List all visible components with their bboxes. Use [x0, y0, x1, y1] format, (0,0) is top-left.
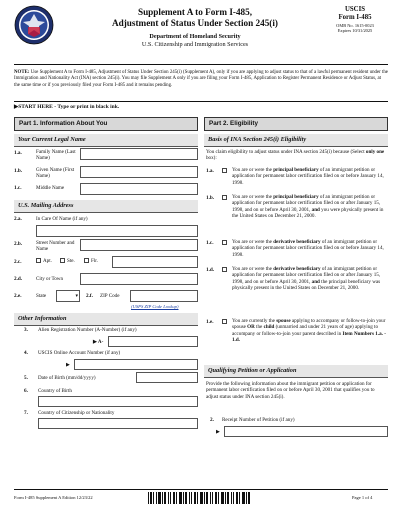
field-6-number: 6.	[24, 388, 28, 394]
usps-zip-lookup-link[interactable]: (USPS ZIP Code Lookup)	[131, 304, 179, 309]
a-number-input[interactable]	[108, 336, 198, 347]
form-title	[95, 7, 295, 28]
option-1b-text-d: and	[311, 206, 320, 213]
option-1c-checkbox[interactable]	[222, 240, 227, 245]
field-5-label: Date of Birth (mm/dd/yyyy)	[38, 375, 96, 381]
part2-header: Part 2. Eligibility	[204, 117, 388, 131]
field-4-number: 4.	[24, 350, 28, 356]
apt-checkbox[interactable]	[36, 258, 41, 263]
field-6-label: Country of Birth	[38, 388, 72, 394]
agency-name: U.S. Citizenship and Immigration Services	[141, 41, 249, 48]
field-p2-2-label: Receipt Number of Petition (if any)	[222, 417, 295, 423]
street-input[interactable]	[80, 239, 198, 251]
option-1e-text-b: spouse	[276, 318, 291, 324]
expiration-date: Expires 10/31/2025	[337, 28, 373, 34]
field-2c-number: 2.c.	[14, 259, 22, 265]
option-1e-text-h: Item Numbers 1.a. - 1.d.	[232, 330, 386, 344]
field-1c-label: Middle Name	[36, 185, 65, 191]
barcode	[148, 492, 250, 504]
field-2e-label: State	[36, 293, 47, 299]
receipt-number-input[interactable]	[224, 426, 388, 437]
option-1b-number: 1.b.	[206, 195, 215, 201]
zip-code-input[interactable]	[130, 290, 198, 302]
option-1e-checkbox[interactable]	[222, 319, 227, 324]
note-label: NOTE:	[14, 70, 30, 75]
option-1e-text-e: the	[254, 324, 264, 331]
part1-header: Part 1. Information About You	[14, 117, 198, 131]
uscis-account-prefix: ▶	[66, 362, 70, 368]
middle-name-input[interactable]	[80, 183, 198, 195]
option-1e-text-d: OR	[247, 324, 255, 331]
eligibility-intro	[206, 149, 386, 162]
eligibility-intro-c: box):	[206, 155, 217, 162]
option-1a-text	[232, 167, 388, 186]
option-1b-text-e: you were physically present in the United States on December 21, 2000.	[232, 206, 384, 220]
option-1c-text-c: of an immigrant petition or application for permanent labor certification filed on or before January 14, 1998.	[232, 239, 384, 258]
mailing-address-header: U.S. Mailing Address	[14, 200, 198, 213]
eligibility-intro-a: You claim eligibility to adjust status under INA section 245(i) because (Select	[206, 149, 366, 155]
option-1d-text	[232, 266, 388, 291]
ste-label: Ste.	[67, 258, 75, 264]
header-divider	[14, 64, 388, 65]
option-1d-text-a: You are or were the	[232, 266, 274, 272]
option-1e-text-g: (unmarried and under 21 years of age) applying to accompany or follow-to-join your parent described in	[232, 324, 379, 337]
receipt-number-prefix: ▶	[216, 429, 220, 435]
option-1c-text-a: You are or were the	[232, 239, 274, 245]
field-1a-label: Family Name (Last Name)	[36, 149, 76, 162]
note-text: Use Supplement A to Form I-485, Adjustment of Status Under Section 245(i) (Supplement A), only if you are applying to adjust status to that of a lawful permanent resident under the Immigration and Nationality Act (INA) section 245(i). You may file Supplement A only if you are filing your Form I-485, Application to Register Permanent Residence or Adjust Status, at the same time or if you previously filed your Form I-485 and it remains pending.	[14, 70, 388, 88]
field-1b-number: 1.b.	[14, 168, 23, 174]
option-1d-text-e: the principal beneficiary was physically present in the United States on December 21, 2000.	[232, 278, 381, 292]
chevron-down-icon: ▾	[75, 294, 78, 299]
option-1d-checkbox[interactable]	[222, 267, 227, 272]
eligibility-intro-b: only one	[365, 149, 385, 155]
legal-name-header: Your Current Legal Name	[14, 134, 198, 147]
field-2f-label: ZIP Code	[100, 293, 120, 299]
country-of-birth-input[interactable]	[38, 396, 198, 407]
option-1d-number: 1.d.	[206, 267, 215, 273]
option-1c-text-b: derivative beneficiary	[273, 239, 321, 245]
option-1b-text-b: principal beneficiary	[273, 194, 319, 200]
option-1c-number: 1.c.	[206, 240, 214, 246]
option-1a-text-c: of an immigrant petition or application for permanent labor certification filed on or before January 14, 1998.	[232, 167, 384, 186]
city-input[interactable]	[80, 273, 198, 285]
dhs-seal-logo	[14, 5, 54, 45]
option-1a-text-b: principal beneficiary	[273, 167, 319, 173]
option-1d-text-c: of an immigrant petition or application for permanent labor certification filed on or after January 15, 1998, and on or before April 30, 2001,	[232, 266, 381, 285]
qualifying-petition-header: Qualifying Petition or Application	[204, 365, 388, 378]
option-1e-number: 1.e.	[206, 319, 214, 325]
unit-number-input[interactable]	[112, 256, 198, 268]
field-1b-label: Given Name (First Name)	[36, 167, 75, 180]
ste-checkbox[interactable]	[60, 258, 65, 263]
field-7-label: Country of Citizenship or Nationality	[38, 410, 115, 416]
option-1c-text	[232, 239, 388, 258]
start-here-instruction: ▶START HERE - Type or print in black ink.	[14, 104, 120, 110]
department-name: Department of Homeland Security	[149, 33, 241, 40]
given-name-input[interactable]	[80, 166, 198, 178]
option-1e-text-c: applying to accompany or follow-to-join your spouse	[232, 318, 386, 331]
form-id-block	[320, 6, 390, 34]
state-select[interactable]	[56, 290, 80, 302]
form-title-line1: Supplement A to Form I-485,	[137, 7, 253, 17]
note-paragraph	[14, 70, 388, 89]
footer-divider	[14, 489, 388, 490]
field-7-number: 7.	[24, 410, 28, 416]
agency-short: USCIS	[344, 6, 366, 13]
form-number: Form I-485	[338, 14, 372, 22]
option-1d-text-d: and	[311, 278, 320, 285]
footer-edition: Form I-485 Supplement A Edition 12/23/22	[14, 495, 93, 500]
field-1c-number: 1.c.	[14, 185, 22, 191]
option-1b-text-c: of an immigrant petition or application for permanent labor certification filed on or after January 15, 1998, and on or before April 30, 2001,	[232, 194, 381, 213]
care-of-name-input[interactable]	[36, 225, 198, 237]
field-2a-number: 2.a.	[14, 216, 22, 222]
basis-eligibility-header: Basis of INA Section 245(i) Eligibility	[204, 134, 388, 147]
option-1a-number: 1.a.	[206, 168, 214, 174]
field-2f-number: 2.f.	[86, 293, 93, 299]
flr-checkbox[interactable]	[84, 258, 89, 263]
page-number: Page 1 of 4	[352, 495, 373, 500]
field-1a-number: 1.a.	[14, 150, 22, 156]
option-1d-text-b: derivative beneficiary	[273, 266, 321, 272]
option-1a-checkbox[interactable]	[222, 168, 227, 173]
date-of-birth-input[interactable]	[136, 372, 198, 383]
option-1b-text-a: You are or were the	[232, 194, 274, 200]
field-2b-number: 2.b.	[14, 241, 23, 247]
option-1b-text	[232, 194, 388, 219]
country-of-citizenship-input[interactable]	[38, 418, 198, 429]
field-2e-number: 2.e.	[14, 293, 22, 299]
unit-type-options	[36, 257, 106, 266]
note-divider	[14, 101, 388, 102]
other-information-header: Other Information	[14, 313, 198, 326]
qualifying-petition-text: Provide the following information about the immigrant petition or application for permanent labor certification filed on or before April 30, 2001 that qualifies you to adjust status under INA section 245(i).	[206, 381, 375, 400]
field-2a-label: In Care Of Name (if any)	[36, 216, 88, 222]
option-1e-text-a: You are currently the	[232, 318, 277, 324]
field-p2-2-number: 2.	[210, 417, 214, 423]
option-1b-checkbox[interactable]	[222, 195, 227, 200]
field-3-label: Alien Registration Number (A-Number) (if any)	[38, 327, 137, 333]
field-2d-number: 2.d.	[14, 276, 23, 282]
family-name-input[interactable]	[80, 148, 198, 160]
field-4-label: USCIS Online Account Number (if any)	[38, 350, 121, 356]
field-3-number: 3.	[24, 327, 28, 333]
omb-number: OMB No. 1615-0023	[336, 22, 374, 28]
uscis-online-account-input[interactable]	[74, 359, 198, 370]
apt-label: Apt.	[43, 258, 52, 264]
a-number-prefix: ▶ A-	[93, 339, 104, 345]
form-title-line2: Adjustment of Status Under Section 245(i)	[112, 17, 278, 28]
option-1e-text	[232, 318, 388, 343]
field-2d-label: City or Town	[36, 276, 64, 282]
option-1a-text-a: You are or were the	[232, 167, 274, 173]
flr-label: Flr.	[91, 258, 98, 264]
field-5-number: 5.	[24, 375, 28, 381]
option-1e-text-f: child	[263, 324, 275, 331]
field-2b-label: Street Number and Name	[36, 240, 75, 253]
